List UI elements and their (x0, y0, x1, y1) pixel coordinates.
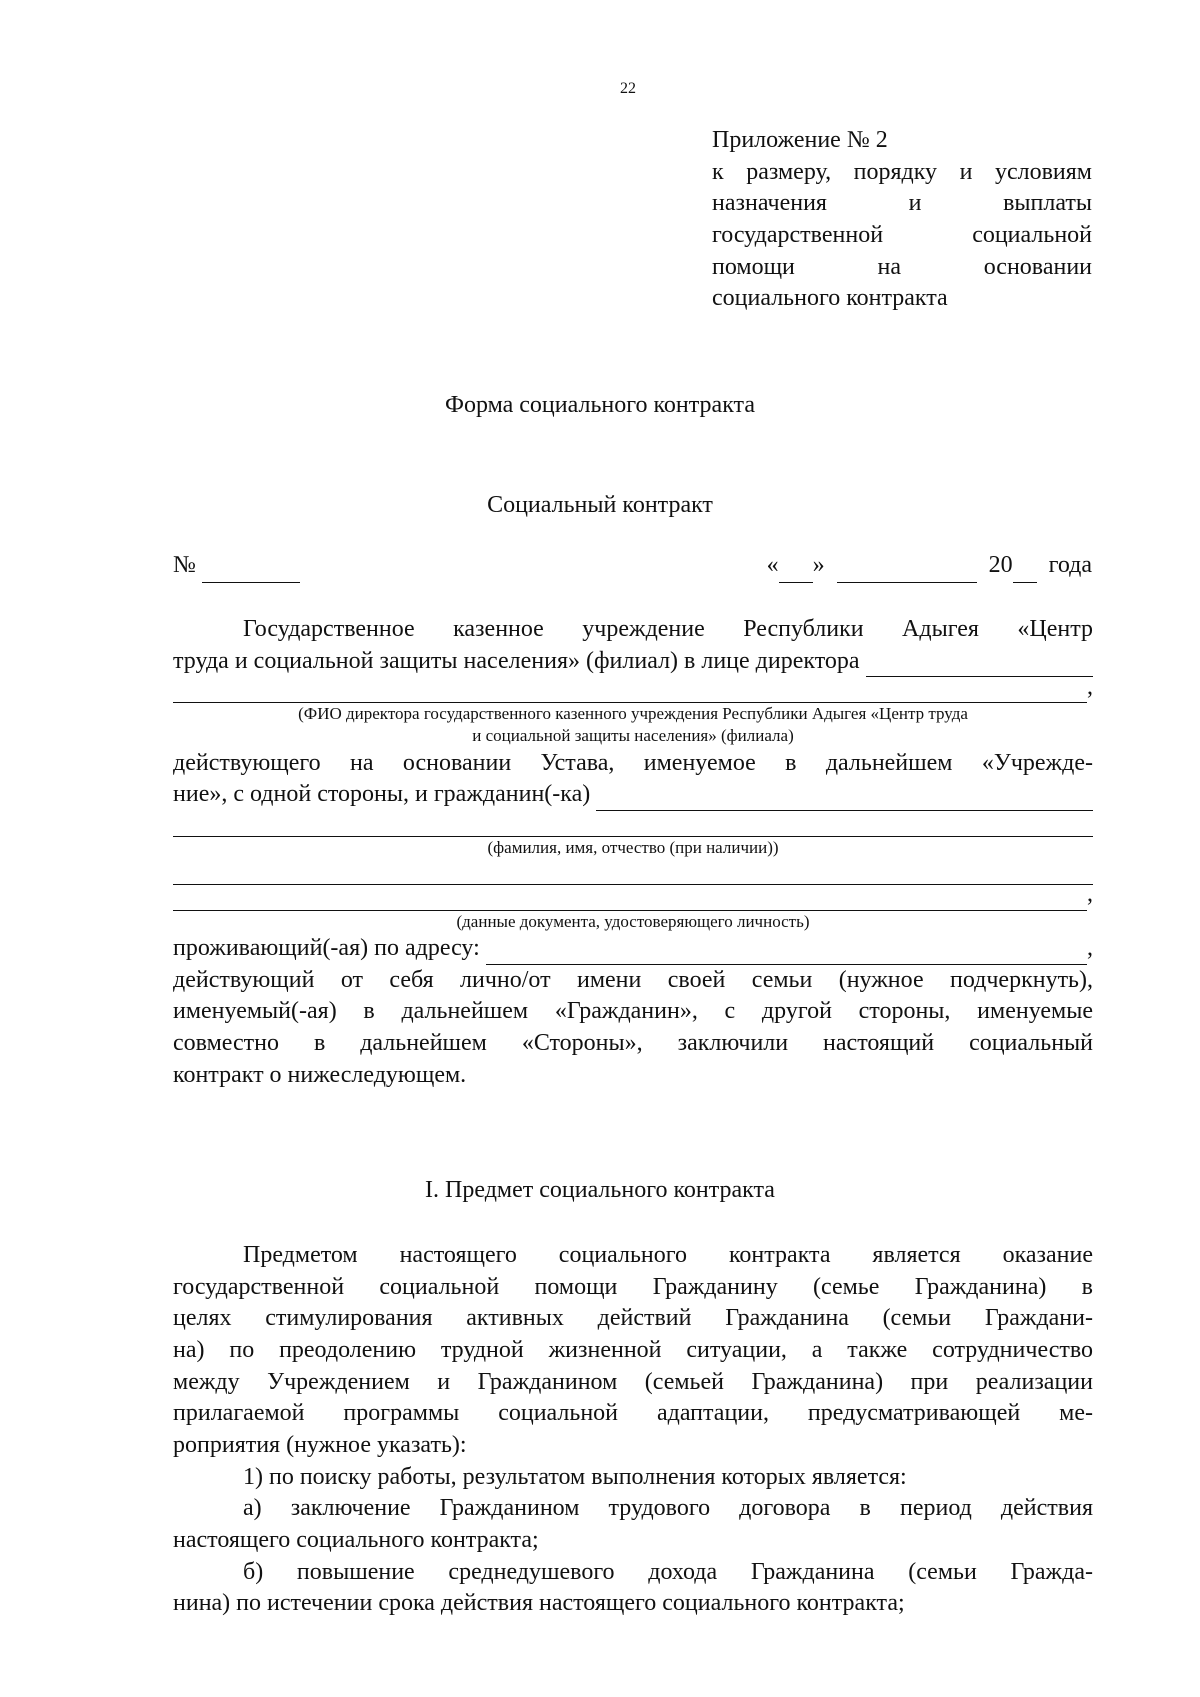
address-label: проживающий(-ая) по адресу: (173, 935, 480, 962)
day-blank (779, 550, 813, 583)
section-line: целях стимулирования активных действий Гражданина (семьи Граждани- (173, 1305, 1093, 1332)
appendix-line: социального контракта (712, 285, 948, 312)
director-rule-row (173, 673, 1093, 703)
document-caption: (данные документа, удостоверяющего личность) (456, 911, 810, 931)
year-suffix: года (1048, 552, 1092, 578)
director-caption-line: и социальной защиты населения» (филиала) (472, 726, 794, 746)
number-label: № (173, 552, 196, 578)
citizen-name-line (173, 816, 1093, 837)
date-open-quote: « (766, 552, 779, 578)
section-paragraph (173, 1240, 1093, 1620)
intro-tail-line: именуемый(-ая) в дальнейшем «Гражданин», с другой стороны, именуемые (173, 998, 1093, 1025)
list-item-b: б) повышение среднедушевого дохода Гражданина (семьи Гражда- (243, 1558, 1093, 1585)
contract-number-field (173, 550, 300, 583)
contract-date-field (767, 550, 1092, 583)
date-close-quote: » (812, 552, 825, 578)
intro-line: действующего на основании Устава, именуемое в дальнейшем «Учрежде- (173, 749, 1093, 776)
contract-number-blank (202, 550, 300, 583)
intro-paragraph (173, 614, 1093, 1091)
month-blank (837, 550, 977, 583)
comma: , (1087, 881, 1093, 908)
intro-tail-line: контракт о нижеследующем. (173, 1061, 467, 1088)
director-row (173, 646, 1093, 678)
document-line (173, 890, 1087, 911)
director-name-blank (866, 654, 1093, 677)
document-rule-row (173, 859, 1093, 885)
section-title: I. Предмет социального контракта (425, 1177, 775, 1203)
list-item-b-cont: нина) по истечении срока действия настоящего социального контракта; (173, 1590, 905, 1617)
section-line: роприятия (нужное указать): (173, 1432, 467, 1459)
section-line: Предметом настоящего социального контракта является оказание (243, 1242, 1093, 1268)
citizen-name-blank (596, 788, 1093, 811)
appendix-line: государственной социальной (712, 222, 1092, 249)
address-blank (486, 942, 1087, 965)
citizen-row (173, 779, 1093, 811)
page-number: 22 (620, 80, 636, 97)
appendix-title: Приложение № 2 (712, 127, 888, 153)
year-blank (1013, 550, 1037, 583)
fio-caption: (фамилия, имя, отчество (при наличии)) (487, 837, 779, 857)
appendix-line: помощи на основании (712, 253, 1092, 280)
intro-tail-line: действующий от себя лично/от имени своей семьи (нужное подчеркнуть), (173, 966, 1093, 993)
citizen-rule-row (173, 811, 1093, 837)
year-prefix: 20 (988, 552, 1013, 578)
section-line: на) по преодолению трудной жизненной ситуации, а также сотрудничество (173, 1337, 1093, 1364)
form-title: Форма социального контракта (445, 392, 755, 418)
document-line (173, 864, 1093, 885)
director-name-line (173, 682, 1087, 703)
list-item-a-cont: настоящего социального контракта; (173, 1527, 539, 1554)
section-line: между Учреждением и Гражданином (семьей Гражданина) при реализации (173, 1368, 1093, 1395)
comma: , (1087, 673, 1093, 700)
appendix-header (712, 125, 1092, 315)
comma: , (1087, 935, 1093, 962)
director-caption (173, 703, 1093, 747)
section-line: государственной социальной помощи Гражданину (семье Гражданина) в (173, 1273, 1093, 1300)
section-line: прилагаемой программы социальной адаптации, предусматривающей ме- (173, 1400, 1093, 1427)
appendix-line: назначения и выплаты (712, 190, 1092, 217)
contract-title: Социальный контракт (487, 492, 713, 518)
director-caption-line: (ФИО директора государственного казенного учреждения Республики Адыгея «Центр труда (298, 704, 968, 724)
appendix-line: к размеру, порядку и условиям (712, 158, 1092, 185)
intro-line: Государственное казенное учреждение Республики Адыгея «Центр (243, 616, 1093, 642)
list-item-1: 1) по поиску работы, результатом выполнения которых является: (243, 1463, 907, 1490)
address-row (173, 933, 1093, 965)
intro-line: ние», с одной стороны, и гражданин(-ка) (173, 781, 591, 808)
list-item-a: а) заключение Гражданином трудового договора в период действия (243, 1495, 1093, 1522)
intro-line: труда и социальной защиты населения» (филиал) в лице директора (173, 647, 860, 674)
document-rule-row-2 (173, 881, 1093, 911)
intro-tail-line: совместно в дальнейшем «Стороны», заключили настоящий социальный (173, 1030, 1093, 1057)
